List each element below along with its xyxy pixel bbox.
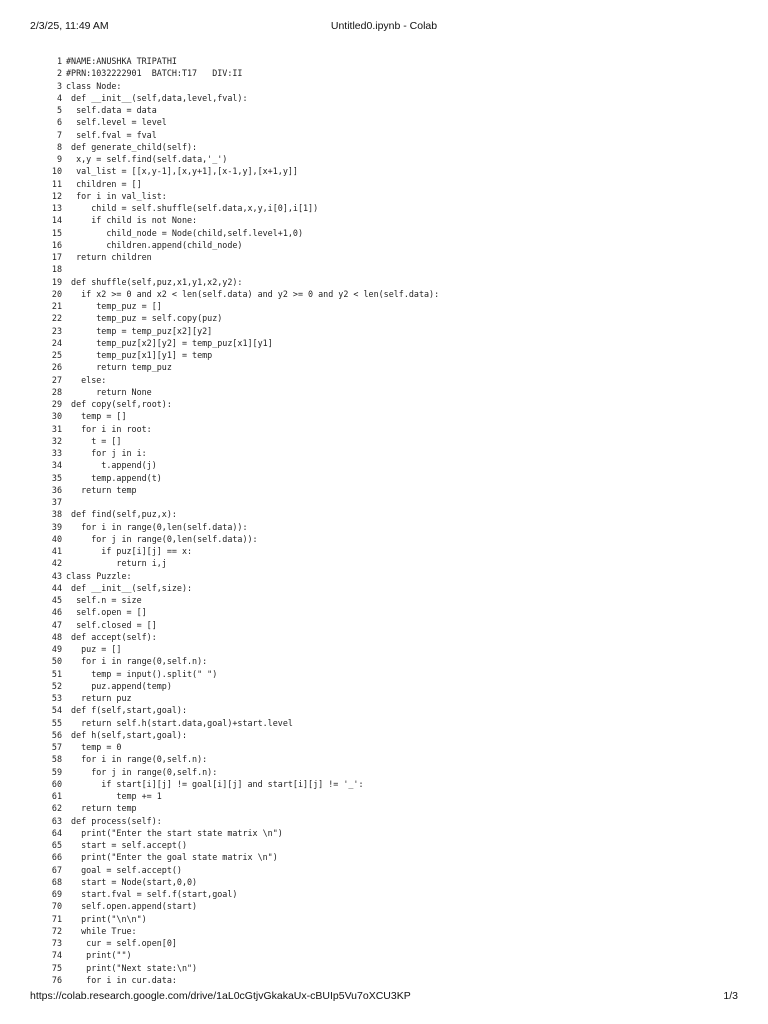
line-number: 2 <box>56 68 62 79</box>
line-text: return None <box>66 386 152 397</box>
line-text: print("\n\n") <box>66 913 147 924</box>
line-number: 16 <box>51 239 62 250</box>
line-text: def copy(self,root): <box>66 399 172 409</box>
line-number: 48 <box>51 631 62 642</box>
code-line <box>40 288 740 300</box>
line-text: val_list = [[x,y-1],[x,y+1],[x-1,y],[x+1,y]] <box>66 166 298 177</box>
line-number: 47 <box>51 619 62 630</box>
line-number: 45 <box>51 595 62 605</box>
code-line <box>40 141 740 153</box>
code-line <box>40 300 740 312</box>
code-line <box>40 815 740 827</box>
code-line <box>40 67 740 79</box>
line-number: 26 <box>51 362 62 373</box>
line-number: 75 <box>51 962 62 973</box>
code-line <box>40 484 740 496</box>
code-line <box>40 766 740 778</box>
line-number: 22 <box>51 313 62 324</box>
code-line <box>40 937 740 949</box>
line-text: temp_puz = [] <box>66 301 162 311</box>
code-cell[interactable] <box>40 55 740 986</box>
line-text: while True: <box>66 925 137 936</box>
code-line <box>40 643 740 655</box>
code-line <box>40 962 740 974</box>
line-number: 31 <box>51 423 62 434</box>
code-line <box>40 631 740 643</box>
line-number: 25 <box>51 350 62 360</box>
line-number: 59 <box>51 766 62 777</box>
line-text: def __init__(self,size): <box>66 582 193 593</box>
line-text: self.fval = fval <box>66 129 157 140</box>
line-number: 17 <box>51 252 62 262</box>
line-text: return puz <box>66 693 132 703</box>
line-number: 12 <box>51 190 62 201</box>
page-title: Untitled0.ipynb - Colab <box>330 20 438 32</box>
line-text: return i,j <box>66 558 167 569</box>
line-number: 4 <box>56 92 62 103</box>
code-line <box>40 263 740 275</box>
line-number: 44 <box>51 582 62 593</box>
line-text: #PRN:1032222901 BATCH:T17 DIV:II <box>66 68 243 79</box>
code-line <box>40 545 740 557</box>
line-number: 56 <box>51 729 62 740</box>
line-number: 69 <box>51 889 62 899</box>
line-number: 19 <box>51 276 62 287</box>
line-text: start = self.accept() <box>66 840 188 850</box>
line-text: self.n = size <box>66 595 142 605</box>
code-line <box>40 361 740 373</box>
line-text: temp_puz = self.copy(puz) <box>66 313 223 324</box>
code-line <box>40 190 740 202</box>
line-number: 36 <box>51 484 62 495</box>
line-text: return children <box>66 252 152 262</box>
line-text: children = [] <box>66 178 142 189</box>
line-text: return temp <box>66 803 137 814</box>
line-number: 11 <box>51 178 62 189</box>
line-text: def find(self,puz,x): <box>66 509 177 520</box>
line-number: 63 <box>51 815 62 826</box>
line-number: 33 <box>51 448 62 458</box>
line-number: 15 <box>51 227 62 238</box>
code-line <box>40 913 740 925</box>
line-number: 55 <box>51 717 62 728</box>
line-number: 6 <box>56 117 62 128</box>
print-header <box>0 0 768 40</box>
code-line <box>40 410 740 422</box>
code-line <box>40 778 740 790</box>
line-text: start.fval = self.f(start,goal) <box>66 889 238 899</box>
line-text: cur = self.open[0] <box>66 938 177 948</box>
code-line <box>40 839 740 851</box>
line-text: child_node = Node(child,self.level+1,0) <box>66 227 303 238</box>
line-number: 73 <box>51 938 62 948</box>
code-line <box>40 435 740 447</box>
code-line <box>40 864 740 876</box>
print-datetime: 2/3/25, 11:49 AM <box>30 20 109 32</box>
code-line <box>40 153 740 165</box>
line-number: 20 <box>51 288 62 299</box>
line-number: 21 <box>51 301 62 311</box>
line-text: self.data = data <box>66 105 157 115</box>
code-line <box>40 876 740 888</box>
line-text: class Node: <box>66 80 122 91</box>
line-number: 24 <box>51 337 62 348</box>
line-number: 61 <box>51 791 62 801</box>
line-text: start = Node(start,0,0) <box>66 876 198 887</box>
code-line <box>40 80 740 92</box>
code-line <box>40 55 740 67</box>
line-number: 49 <box>51 644 62 654</box>
line-text: t = [] <box>66 435 122 446</box>
code-line <box>40 104 740 116</box>
line-text: return temp <box>66 484 137 495</box>
line-number: 8 <box>56 141 62 152</box>
line-text: class Puzzle: <box>66 570 132 581</box>
code-line <box>40 790 740 802</box>
line-text: if start[i][j] != goal[i][j] and start[i][j] != '_': <box>66 778 364 789</box>
print-footer <box>0 984 768 1024</box>
line-number: 76 <box>51 974 62 985</box>
line-number: 70 <box>51 901 62 912</box>
line-number: 10 <box>51 166 62 177</box>
code-line <box>40 202 740 214</box>
line-number: 41 <box>51 546 62 556</box>
line-text: def shuffle(self,puz,x1,y1,x2,y2): <box>66 276 243 287</box>
line-text: def accept(self): <box>66 631 157 642</box>
line-number: 35 <box>51 472 62 483</box>
line-text: self.closed = [] <box>66 619 157 630</box>
code-line <box>40 276 740 288</box>
code-line <box>40 129 740 141</box>
code-line <box>40 178 740 190</box>
code-line <box>40 717 740 729</box>
line-text: temp = [] <box>66 411 127 422</box>
line-text: for i in cur.data: <box>66 974 177 985</box>
code-line <box>40 729 740 741</box>
line-number: 54 <box>51 705 62 716</box>
line-text: print("Enter the start state matrix \n") <box>66 827 283 838</box>
line-number: 1 <box>56 56 62 66</box>
line-text: puz.append(temp) <box>66 680 172 691</box>
code-line <box>40 692 740 704</box>
line-text: temp_puz[x2][y2] = temp_puz[x1][y1] <box>66 337 273 348</box>
code-line <box>40 827 740 839</box>
line-number: 72 <box>51 925 62 936</box>
code-line <box>40 349 740 361</box>
line-number: 68 <box>51 876 62 887</box>
code-line <box>40 472 740 484</box>
line-text: def __init__(self,data,level,fval): <box>66 92 248 103</box>
line-text: if child is not None: <box>66 215 198 226</box>
page-url: https://colab.research.google.com/drive/1aL0cGtjvGkakaUx-cBUIp5Vu7oXCU3KP <box>30 990 411 1002</box>
line-number: 28 <box>51 386 62 397</box>
line-text: temp_puz[x1][y1] = temp <box>66 350 213 360</box>
code-line <box>40 116 740 128</box>
line-number: 14 <box>51 215 62 226</box>
line-number: 18 <box>51 264 62 275</box>
code-line <box>40 802 740 814</box>
line-text: goal = self.accept() <box>66 864 182 875</box>
line-text: for i in val_list: <box>66 190 167 201</box>
line-text: if puz[i][j] == x: <box>66 546 193 556</box>
code-line <box>40 251 740 263</box>
line-text: for j in range(0,len(self.data)): <box>66 533 258 544</box>
line-number: 34 <box>51 460 62 471</box>
line-number: 64 <box>51 827 62 838</box>
line-text: print("Next state:\n") <box>66 962 198 973</box>
line-text: for j in range(0,self.n): <box>66 766 218 777</box>
code-line <box>40 398 740 410</box>
line-number: 40 <box>51 533 62 544</box>
line-text: for i in range(0,len(self.data)): <box>66 521 248 532</box>
code-line <box>40 557 740 569</box>
code-line <box>40 239 740 251</box>
code-line <box>40 619 740 631</box>
line-text: temp.append(t) <box>66 472 162 483</box>
line-number: 71 <box>51 913 62 924</box>
line-number: 66 <box>51 852 62 863</box>
line-number: 7 <box>56 129 62 140</box>
line-number: 37 <box>51 497 62 507</box>
code-line <box>40 374 740 386</box>
code-line <box>40 753 740 765</box>
line-text: for i in range(0,self.n): <box>66 656 208 667</box>
line-text: child = self.shuffle(self.data,x,y,i[0],i[1]) <box>66 203 319 213</box>
line-text: children.append(child_node) <box>66 239 243 250</box>
code-line <box>40 925 740 937</box>
line-number: 74 <box>51 950 62 961</box>
line-text: t.append(j) <box>66 460 157 471</box>
line-text: #NAME:ANUSHKA TRIPATHI <box>66 56 177 66</box>
code-line <box>40 949 740 961</box>
line-text: temp = input().split(" ") <box>66 668 218 679</box>
line-number: 5 <box>56 105 62 115</box>
line-text: for i in range(0,self.n): <box>66 754 208 765</box>
line-number: 51 <box>51 668 62 679</box>
line-number: 52 <box>51 680 62 691</box>
code-line <box>40 92 740 104</box>
code-line <box>40 337 740 349</box>
code-line <box>40 423 740 435</box>
line-number: 67 <box>51 864 62 875</box>
code-line <box>40 570 740 582</box>
code-line <box>40 214 740 226</box>
code-line <box>40 459 740 471</box>
code-line <box>40 496 740 508</box>
line-number: 30 <box>51 411 62 422</box>
line-number: 50 <box>51 656 62 667</box>
line-number: 42 <box>51 558 62 569</box>
line-number: 27 <box>51 374 62 385</box>
code-line <box>40 655 740 667</box>
line-text: else: <box>66 374 107 385</box>
line-number: 62 <box>51 803 62 814</box>
code-line <box>40 386 740 398</box>
code-line <box>40 668 740 680</box>
code-line <box>40 606 740 618</box>
line-text: def generate_child(self): <box>66 141 198 152</box>
line-number: 9 <box>56 154 62 164</box>
code-line <box>40 508 740 520</box>
line-text: if x2 >= 0 and x2 < len(self.data) and y2 >= 0 and y2 < len(self.data): <box>66 288 440 299</box>
line-text: self.open = [] <box>66 607 147 618</box>
line-text: def process(self): <box>66 815 162 826</box>
line-number: 53 <box>51 693 62 703</box>
line-number: 32 <box>51 435 62 446</box>
line-text: print("") <box>66 950 132 961</box>
line-number: 23 <box>51 325 62 336</box>
line-text: print("Enter the goal state matrix \n") <box>66 852 278 863</box>
line-number: 38 <box>51 509 62 520</box>
line-text: for i in root: <box>66 423 152 434</box>
line-text: self.open.append(start) <box>66 901 198 912</box>
line-number: 60 <box>51 778 62 789</box>
code-line <box>40 582 740 594</box>
line-text: puz = [] <box>66 644 122 654</box>
code-line <box>40 851 740 863</box>
code-line <box>40 594 740 606</box>
line-number: 29 <box>51 399 62 409</box>
code-line <box>40 325 740 337</box>
code-line <box>40 888 740 900</box>
code-line <box>40 680 740 692</box>
code-line <box>40 227 740 239</box>
code-line <box>40 447 740 459</box>
code-line <box>40 704 740 716</box>
line-number: 46 <box>51 607 62 618</box>
line-text: return temp_puz <box>66 362 172 373</box>
page-number: 1/3 <box>723 990 738 1002</box>
line-text: for j in i: <box>66 448 147 458</box>
line-text: x,y = self.find(self.data,'_') <box>66 154 228 164</box>
code-line <box>40 741 740 753</box>
line-number: 13 <box>51 203 62 213</box>
code-line <box>40 312 740 324</box>
line-number: 57 <box>51 742 62 752</box>
code-line <box>40 521 740 533</box>
code-line <box>40 533 740 545</box>
line-number: 39 <box>51 521 62 532</box>
line-text: def h(self,start,goal): <box>66 729 188 740</box>
line-text: temp = temp_puz[x2][y2] <box>66 325 213 336</box>
line-text: return self.h(start.data,goal)+start.level <box>66 717 293 728</box>
code-line <box>40 900 740 912</box>
line-text: temp += 1 <box>66 791 162 801</box>
line-number: 3 <box>56 80 62 91</box>
code-line <box>40 165 740 177</box>
line-number: 43 <box>51 570 62 581</box>
line-text: self.level = level <box>66 117 167 128</box>
line-number: 65 <box>51 840 62 850</box>
line-number: 58 <box>51 754 62 765</box>
line-text: def f(self,start,goal): <box>66 705 188 716</box>
line-text: temp = 0 <box>66 742 122 752</box>
